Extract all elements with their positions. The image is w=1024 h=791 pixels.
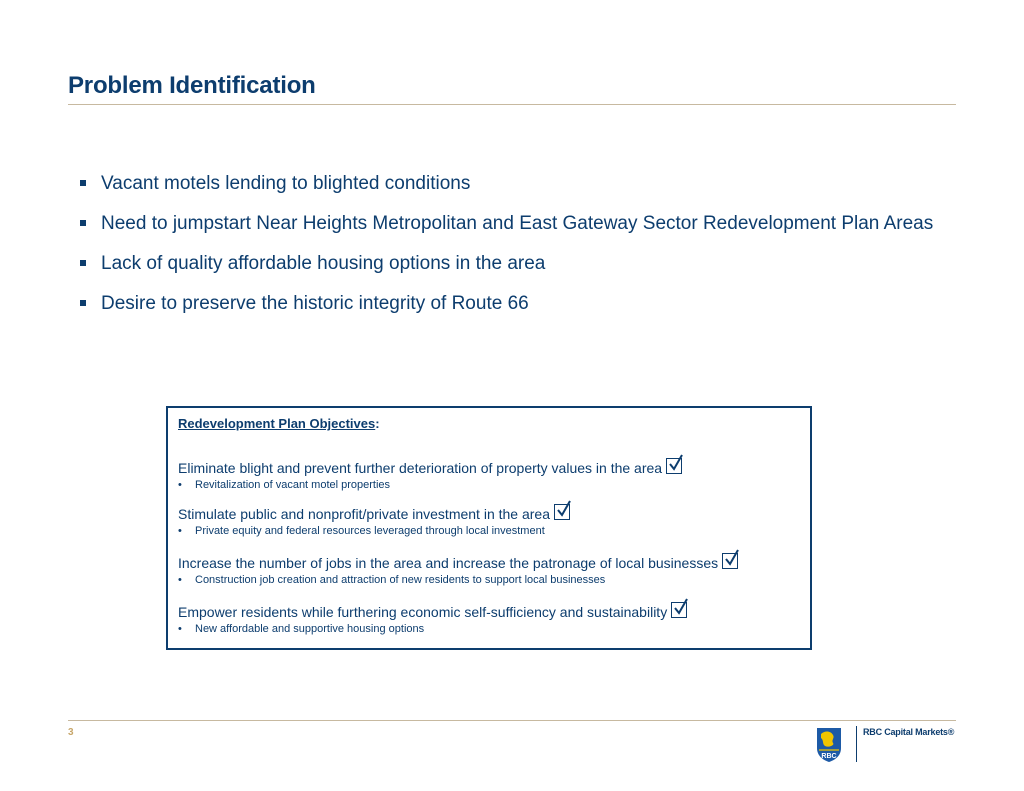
- objective-subtext: Private equity and federal resources leveraged through local investment: [195, 525, 545, 537]
- problem-list: [78, 171, 958, 331]
- objective-item: [178, 458, 682, 492]
- dot-bullet-icon: •: [178, 623, 182, 635]
- objectives-heading-colon: :: [375, 416, 380, 431]
- checkbox-checked-icon: [554, 504, 570, 520]
- square-bullet-icon: [80, 300, 86, 306]
- logo-divider: [856, 726, 857, 762]
- objective-item: [178, 602, 687, 636]
- square-bullet-icon: [80, 180, 86, 186]
- checkbox-checked-icon: [722, 553, 738, 569]
- objectives-box: [166, 406, 812, 650]
- page-title: Problem Identification: [68, 72, 316, 99]
- dot-bullet-icon: •: [178, 479, 182, 491]
- objectives-heading: [178, 416, 380, 431]
- checkbox-checked-icon: [666, 458, 682, 474]
- problem-text: Need to jumpstart Near Heights Metropolitan and East Gateway Sector Redevelopment Plan Areas: [101, 213, 934, 234]
- list-item: [78, 171, 958, 196]
- page-number: 3: [68, 727, 74, 738]
- objective-text: Empower residents while furthering economic self-sufficiency and sustainability: [178, 604, 668, 620]
- list-item: [78, 251, 958, 276]
- title-divider: [68, 104, 956, 105]
- problem-text: Desire to preserve the historic integrity of Route 66: [101, 293, 529, 314]
- list-item: [78, 211, 958, 236]
- logo-text: RBC: [821, 753, 837, 760]
- objective-text: Increase the number of jobs in the area and increase the patronage of local businesses: [178, 555, 719, 571]
- square-bullet-icon: [80, 260, 86, 266]
- objective-subtext: Construction job creation and attraction of new residents to support local businesses: [195, 574, 606, 586]
- objective-text: Stimulate public and nonprofit/private investment in the area: [178, 506, 550, 522]
- objective-subtext: Revitalization of vacant motel properties: [195, 479, 391, 491]
- footer-divider: [68, 720, 956, 721]
- objective-item: [178, 553, 738, 587]
- brand-name: RBC Capital Markets®: [863, 727, 955, 737]
- objective-item: [178, 504, 570, 538]
- list-item: [78, 291, 958, 316]
- objective-text: Eliminate blight and prevent further deterioration of property values in the area: [178, 460, 663, 476]
- dot-bullet-icon: •: [178, 525, 182, 537]
- objective-subtext: New affordable and supportive housing options: [195, 623, 425, 635]
- rbc-lion-shield-logo: [815, 726, 849, 764]
- dot-bullet-icon: •: [178, 574, 182, 586]
- square-bullet-icon: [80, 220, 86, 226]
- problem-text: Vacant motels lending to blighted conditions: [101, 173, 471, 194]
- problem-text: Lack of quality affordable housing options in the area: [101, 253, 546, 274]
- objectives-heading-text: Redevelopment Plan Objectives: [178, 416, 376, 431]
- checkbox-checked-icon: [671, 602, 687, 618]
